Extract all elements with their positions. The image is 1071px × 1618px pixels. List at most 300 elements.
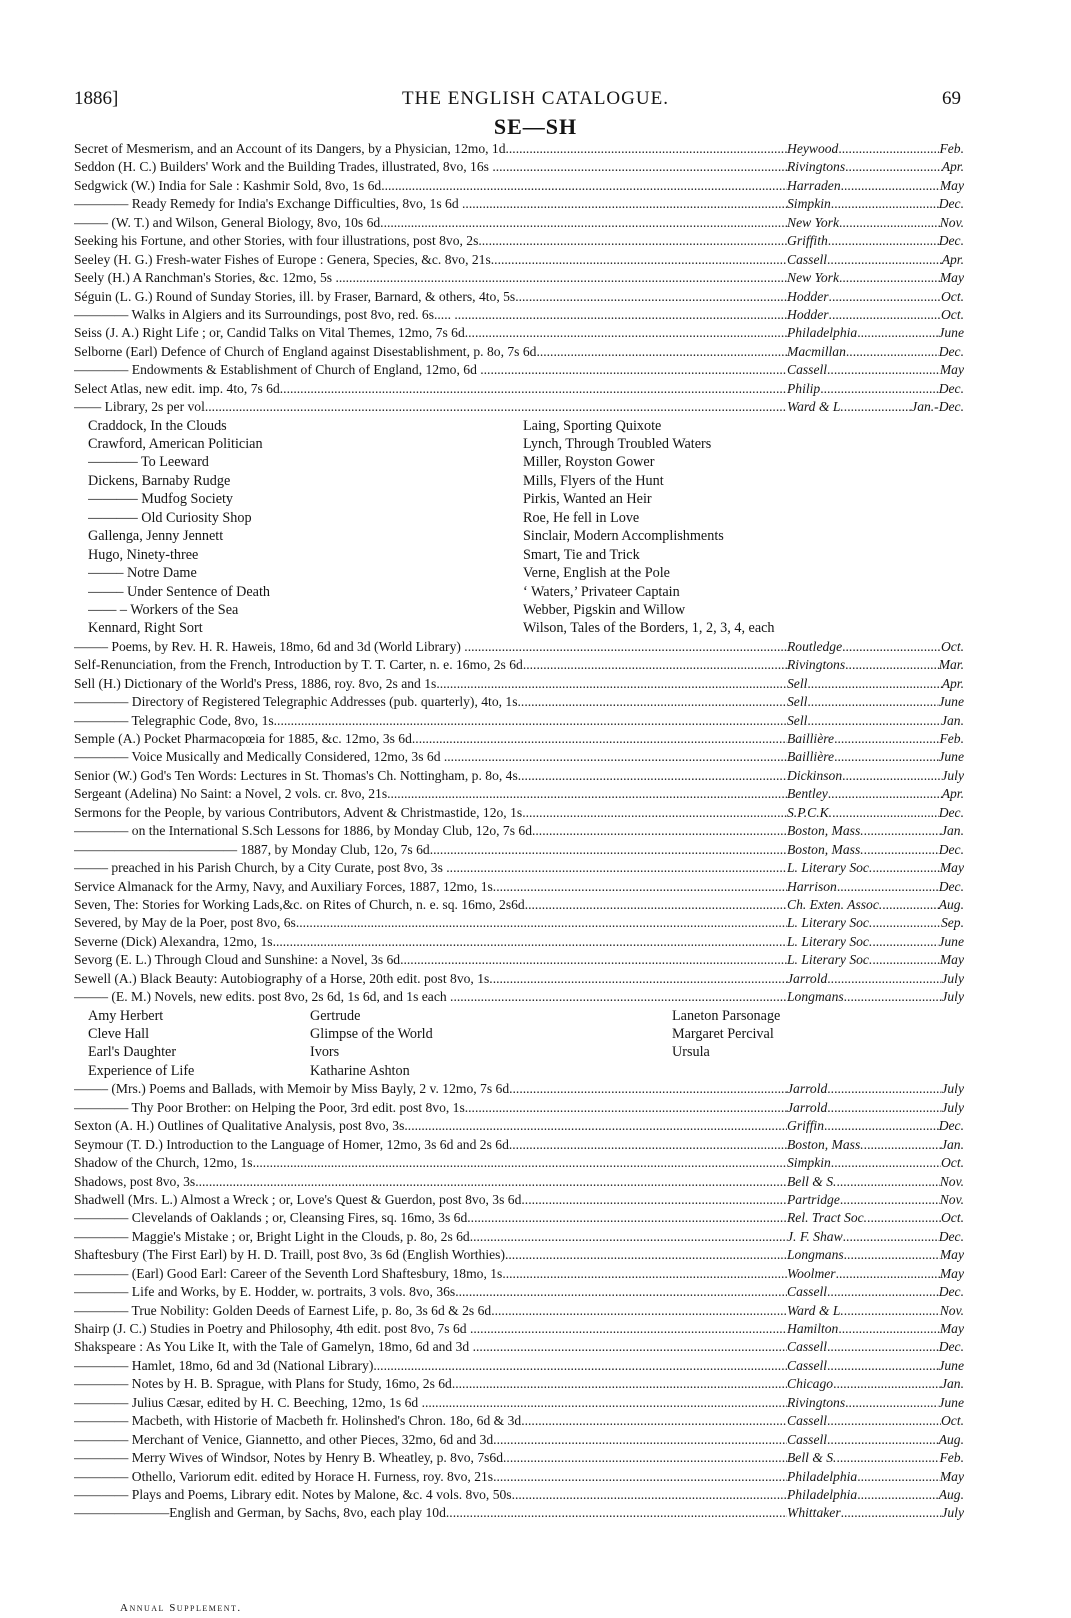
entry-title-cell <box>74 785 787 803</box>
entry-publisher: Griffith <box>787 233 828 249</box>
entry-title-cell <box>74 988 787 1006</box>
leader-dots <box>470 1228 787 1246</box>
leader-dots <box>831 1154 941 1172</box>
entry-month: July <box>941 989 964 1005</box>
entry-publisher: Routledge <box>787 638 843 654</box>
entry-month: Aug. <box>938 1431 964 1447</box>
entry-title: Secret of Mesmerism, and an Account of its Dangers, by a Physician, 12mo, 1d... <box>74 141 516 156</box>
leader-dots <box>827 1338 939 1356</box>
entry-title-cell <box>74 656 787 674</box>
series-list-row <box>74 601 964 619</box>
entry-title: Sermons for the People, by various Contributors, Advent & Christmastide, 12o, 1s <box>74 804 523 820</box>
leader-dots <box>807 693 938 711</box>
entry-publisher: Hodder <box>787 306 829 322</box>
leader-dots <box>827 1412 941 1430</box>
entry-month: Jan. <box>940 1376 964 1392</box>
leader-dots <box>512 1486 787 1504</box>
leader-dots <box>452 1375 787 1393</box>
leader-dots <box>493 1468 787 1486</box>
entry-publisher: Sell <box>787 675 808 691</box>
series-title: Laneton Parsonage <box>672 1007 781 1024</box>
entry-title-cell <box>74 1412 787 1430</box>
entry-title: ———— (Earl) Good Earl: Career of the Seventh Lord Shaftesbury, 18mo, 1s <box>74 1265 503 1281</box>
leader-dots <box>404 1117 787 1135</box>
leader-dots <box>845 1394 938 1412</box>
entry-publisher-cell <box>787 988 964 1006</box>
leader-dots <box>864 841 939 859</box>
catalogue-entry <box>74 232 964 250</box>
entry-title-cell <box>74 859 787 877</box>
series-title: Gertrude <box>310 1007 361 1024</box>
entry-title: Shadows, post 8vo, 3s <box>74 1173 196 1189</box>
entry-publisher: Macmillan <box>787 343 846 359</box>
catalogue-entry <box>74 1375 964 1393</box>
entry-month: June <box>938 933 964 949</box>
entry-publisher-cell <box>787 1302 964 1320</box>
entry-title: Shakspeare : As You Like It, with the Tale of Gamelyn, 18mo, 6d and 3d ...... <box>74 1339 494 1355</box>
entry-publisher-cell <box>787 324 964 342</box>
entry-month: May <box>939 952 964 968</box>
entry-publisher-cell <box>787 1375 964 1393</box>
entry-month: July <box>941 970 964 986</box>
entry-month: Oct. <box>940 1413 964 1429</box>
entry-month: Jan.-Dec. <box>911 399 964 415</box>
entry-month: May <box>939 1321 964 1336</box>
entry-publisher: Rivingtons <box>787 657 846 673</box>
catalogue-entry <box>74 1117 964 1135</box>
entry-title-cell <box>74 214 787 232</box>
entry-publisher-cell <box>787 1117 964 1135</box>
leader-dots <box>274 712 787 730</box>
leader-dots <box>400 951 787 969</box>
entry-title-cell <box>74 730 787 748</box>
entry-title-cell <box>74 1283 787 1301</box>
leader-dots <box>273 933 787 951</box>
leader-dots <box>525 896 787 914</box>
entry-title-cell <box>74 158 787 176</box>
leader-dots <box>503 1431 787 1449</box>
series-title: Webber, Pigskin and Willow <box>523 601 686 618</box>
entry-publisher-cell <box>787 232 964 250</box>
catalogue-entry <box>74 1412 964 1430</box>
entry-title: Sexton (A. H.) Outlines of Qualitative Analysis, post 8vo, 3s <box>74 1118 405 1134</box>
entry-title: ——– preached in his Parish Church, by a City Curate, post 8vo, 3s ............ <box>74 860 488 876</box>
series-title: ———– Old Curiosity Shop <box>88 509 252 526</box>
leader-dots <box>872 859 940 877</box>
entry-title: Seely (H.) A Ranchman's Stories, &c. 12mo, 5s ... <box>74 270 346 286</box>
series-title: ——– Under Sentence of Death <box>88 583 271 600</box>
leader-dots <box>864 822 941 840</box>
entry-month: May <box>939 177 964 193</box>
entry-publisher: Dickinson <box>787 767 843 783</box>
entry-title: ———— Life and Works, by E. Hodder, w. portraits, 3 vols. 8vo, 36s <box>74 1284 456 1300</box>
entry-publisher: Chicago <box>787 1376 834 1392</box>
entry-title: Seddon (H. C.) Builders' Work and the Building Trades, illustrated, 8vo, 16s ... <box>74 159 503 175</box>
entry-title: Seymour (T. D.) Introduction to the Language of Homer, 12mo, 3s 6d and 2s 6d... <box>74 1136 520 1152</box>
catalogue-entry <box>74 1449 964 1467</box>
entry-title: ———— Telegraphic Code, 8vo, 1s <box>74 712 274 728</box>
leader-dots <box>485 1099 787 1117</box>
leader-dots <box>462 1394 787 1412</box>
entry-title-cell <box>74 232 787 250</box>
entry-title: ———————————— 1887, by Monday Club, 12o, 7s 6d <box>74 841 430 857</box>
entry-title-cell <box>74 1265 787 1283</box>
entry-publisher-cell <box>787 841 964 859</box>
entry-title-cell <box>74 767 787 785</box>
entry-publisher-cell <box>787 951 964 969</box>
catalogue-entry <box>74 675 964 693</box>
entry-month: Oct. <box>940 638 964 654</box>
leader-dots <box>510 970 787 988</box>
leader-dots <box>195 1173 787 1191</box>
entry-title: Sedgwick (W.) India for Sale : Kashmir Sold, 8vo, 1s 6d <box>74 177 382 193</box>
entry-month: Dec. <box>938 1228 964 1244</box>
entry-title: Sergeant (Adelina) No Saint: a Novel, 2 vols. cr. 8vo, 21s <box>74 786 388 802</box>
entry-publisher: Philadelphia <box>787 1468 858 1484</box>
catalogue-entry <box>74 195 964 213</box>
entry-title-cell <box>74 1246 787 1264</box>
series-title: Craddock, In the Clouds <box>88 417 227 434</box>
entry-publisher: Boston, Mass. <box>787 823 864 839</box>
leader-dots <box>827 1080 941 1098</box>
entry-publisher: Philip <box>787 380 821 396</box>
entry-month: May <box>939 1468 964 1484</box>
leader-dots <box>845 158 942 176</box>
entry-publisher: Cassell <box>787 362 828 378</box>
entry-publisher-cell <box>787 1136 964 1154</box>
entry-month: Dec. <box>938 804 964 820</box>
entry-month: June <box>938 749 964 765</box>
entry-title-cell <box>74 1449 787 1467</box>
leader-dots <box>827 970 941 988</box>
entry-publisher: L. Literary Soc. <box>787 915 873 931</box>
entry-publisher: J. F. Shaw <box>787 1228 843 1244</box>
leader-dots <box>872 914 941 932</box>
entry-title: Shadow of the Church, 12mo, 1s <box>74 1155 253 1171</box>
entry-publisher-cell <box>787 1412 964 1430</box>
leader-dots <box>882 896 938 914</box>
series-title: Katharine Ashton <box>310 1062 410 1079</box>
entry-month: Dec. <box>938 1284 964 1300</box>
entry-month: Sep. <box>940 915 964 931</box>
entry-publisher: Jarrold <box>787 1099 828 1115</box>
entry-publisher-cell <box>787 288 964 306</box>
entry-publisher: Harraden <box>787 177 841 193</box>
entry-publisher: Sell <box>787 712 808 728</box>
series-title: Lynch, Through Troubled Waters <box>523 436 712 452</box>
catalogue-entry <box>74 712 964 730</box>
entry-publisher-cell <box>787 1099 964 1117</box>
entry-month: Nov. <box>939 1191 964 1207</box>
leader-dots <box>501 1320 787 1338</box>
catalogue-entry <box>74 914 964 932</box>
catalogue-entry <box>74 1099 964 1117</box>
leader-dots <box>824 1117 939 1135</box>
entry-publisher-cell <box>787 1338 964 1356</box>
leader-dots <box>505 1246 787 1264</box>
entry-title-cell <box>74 693 787 711</box>
entry-publisher-cell <box>787 1209 964 1227</box>
entry-month: Oct. <box>940 1210 964 1226</box>
series-title: Margaret Percival <box>672 1026 774 1042</box>
leader-dots <box>827 361 940 379</box>
entry-publisher: L. Literary Soc. <box>787 860 873 876</box>
catalogue-entry <box>74 1504 964 1522</box>
entry-title: —— Library, 2s per vol. <box>74 399 209 415</box>
entry-publisher: Cassell <box>787 1339 828 1355</box>
entry-title: Severed, by May de la Poer, post 8vo, 6s <box>74 915 296 931</box>
entry-publisher-cell <box>787 140 964 158</box>
entry-title: ——– (Mrs.) Poems and Ballads, with Memoir by Miss Bayly, 2 v. 12mo, 7s 6d <box>74 1081 510 1097</box>
leader-dots <box>807 675 941 693</box>
entry-publisher: Harrison <box>787 878 837 894</box>
entry-title-cell <box>74 1504 787 1522</box>
entry-publisher-cell <box>787 878 964 896</box>
entry-publisher: L. Literary Soc. <box>787 952 873 968</box>
leader-dots <box>834 730 939 748</box>
entry-title: Service Almanack for the Army, Navy, and Auxiliary Forces, 1887, 12mo, 1s...... <box>74 878 514 894</box>
entry-month: Dec. <box>938 343 964 359</box>
catalogue-entry <box>74 1228 964 1246</box>
entry-publisher: Ward & L. <box>787 1302 844 1318</box>
series-title: Pirkis, Wanted an Heir <box>523 491 652 508</box>
catalogue-entry <box>74 1486 964 1504</box>
leader-dots <box>842 767 941 785</box>
leader-dots <box>519 1136 787 1154</box>
entry-title: Shairp (J. C.) Studies in Poetry and Philosophy, 4th edit. post 8vo, 7s 6d ......... <box>74 1321 501 1336</box>
leader-dots <box>839 269 940 287</box>
entry-title-cell <box>74 712 787 730</box>
leader-dots <box>836 1265 940 1283</box>
catalogue-entry <box>74 1136 964 1154</box>
leader-dots <box>536 343 787 361</box>
entry-title: Shadwell (Mrs. L.) Almost a Wreck ; or, Love's Quest & Guerdon, post 8vo, 3s 6d <box>74 1191 522 1207</box>
entry-title-cell <box>74 1302 787 1320</box>
leader-dots <box>509 232 787 250</box>
series-list-row <box>74 1025 964 1043</box>
leader-dots <box>827 1099 941 1117</box>
entry-title: ———— on the International S.Sch Lessons for 1886, by Monday Club, 12o, 7s 6d <box>74 823 532 839</box>
entry-publisher: Longmans <box>787 1247 844 1263</box>
leader-dots <box>518 693 787 711</box>
entry-month: Mar. <box>938 657 964 673</box>
entry-month: Dec. <box>938 380 964 396</box>
entry-title: ———— Endowments & Establishment of Church of England, 12mo, 6d ... <box>74 362 491 378</box>
entry-publisher-cell <box>787 1283 964 1301</box>
entry-title-cell <box>74 1191 787 1209</box>
entry-publisher: Sell <box>787 694 808 710</box>
entry-publisher: Philadelphia <box>787 1486 858 1502</box>
leader-dots <box>844 1246 940 1264</box>
entry-publisher: Griffin <box>787 1118 825 1134</box>
entry-title-cell <box>74 675 787 693</box>
entry-month: Oct. <box>940 288 964 304</box>
leader-dots <box>843 1228 939 1246</box>
entry-publisher: Rivingtons <box>787 159 846 175</box>
entry-title-cell <box>74 343 787 361</box>
entry-publisher-cell <box>787 1265 964 1283</box>
series-list-row <box>74 490 964 508</box>
entry-month: Feb. <box>939 731 964 746</box>
entry-title-cell <box>74 1375 787 1393</box>
entry-title: ———— Voice Musically and Medically Considered, 12mo, 3s 6d .............. <box>74 749 492 765</box>
series-title: Verne, English at the Pole <box>523 565 670 582</box>
entry-publisher-cell <box>787 1173 964 1191</box>
entry-title: ———— Ready Remedy for India's Exchange Difficulties, 8vo, 1s 6d ...... <box>74 196 483 212</box>
entry-month: Dec. <box>938 1118 964 1134</box>
entry-publisher-cell <box>787 822 964 840</box>
leader-dots <box>380 214 787 232</box>
entry-title-cell <box>74 933 787 951</box>
catalogue-entry <box>74 288 964 306</box>
entry-publisher-cell <box>787 1486 964 1504</box>
leader-dots <box>522 804 787 822</box>
entry-title-cell <box>74 306 787 324</box>
leader-dots <box>502 1265 787 1283</box>
leader-dots <box>532 822 787 840</box>
entry-title: ———— Plays and Poems, Library edit. Notes by Malone, &c. 4 vols. 8vo, 50s <box>74 1486 512 1502</box>
entry-month: June <box>938 1357 964 1373</box>
leader-dots <box>482 195 787 213</box>
leader-dots <box>838 140 939 158</box>
catalogue-entry <box>74 988 964 1006</box>
leader-dots <box>446 1504 787 1522</box>
catalogue-entry <box>74 896 964 914</box>
leader-dots <box>490 361 787 379</box>
catalogue-entry <box>74 970 964 988</box>
entry-publisher: S.P.C.K. <box>787 804 833 820</box>
series-list-row <box>74 1043 964 1061</box>
entry-month: Dec. <box>938 841 964 857</box>
entry-publisher: Bentley <box>787 786 828 802</box>
leader-dots <box>491 1302 787 1320</box>
entry-publisher-cell <box>787 251 964 269</box>
leader-dots <box>842 638 941 656</box>
leader-dots <box>493 1338 787 1356</box>
catalogue-entry <box>74 1246 964 1264</box>
catalogue-entry <box>74 1394 964 1412</box>
entry-title-cell <box>74 1228 787 1246</box>
leader-dots <box>509 1080 787 1098</box>
entry-month: Nov. <box>939 214 964 230</box>
entry-publisher: Boston, Mass. <box>787 1136 864 1152</box>
page-number: 69 <box>942 88 961 109</box>
catalogue-entry <box>74 933 964 951</box>
entry-publisher: Jarrold <box>787 970 828 986</box>
entry-title-cell <box>74 1320 787 1338</box>
entry-publisher: Cassell <box>787 1413 828 1429</box>
leader-dots <box>495 638 787 656</box>
entry-month: May <box>939 860 964 876</box>
entry-title-cell <box>74 324 787 342</box>
catalogue-entry <box>74 656 964 674</box>
series-title: Sinclair, Modern Accomplishments <box>523 528 724 545</box>
series-title: ———– To Leeward <box>88 454 209 471</box>
leader-dots <box>836 1173 939 1191</box>
entry-publisher-cell <box>787 1431 964 1449</box>
entry-publisher: Cassell <box>787 251 828 267</box>
entry-publisher: Whittaker <box>787 1505 841 1521</box>
catalogue-entry <box>74 1191 964 1209</box>
entry-title-cell <box>74 361 787 379</box>
entry-title: Sell (H.) Dictionary of the World's Press, 1886, roy. 8vo, 2s and 1s <box>74 675 437 691</box>
entry-title-cell <box>74 140 787 158</box>
entry-publisher-cell <box>787 896 964 914</box>
entry-title-cell <box>74 1209 787 1227</box>
entry-publisher: Philadelphia <box>787 325 858 341</box>
entry-title-cell <box>74 878 787 896</box>
entry-publisher-cell <box>787 1468 964 1486</box>
catalogue-entry <box>74 343 964 361</box>
entry-title: Shaftesbury (The First Earl) by H. D. Traill, post 8vo, 3s 6d (English Worthies) <box>74 1247 505 1263</box>
entry-publisher-cell <box>787 1228 964 1246</box>
leader-dots <box>373 1357 787 1375</box>
entry-title-cell <box>74 896 787 914</box>
series-title: Gallenga, Jenny Jennett <box>88 528 224 545</box>
entry-title: Seven, The: Stories for Working Lads,&c. on Rites of Church, n. e. sq. 16mo, 2s6d <box>74 896 525 912</box>
entry-title: Self-Renunciation, from the French, Introduction by T. T. Carter, n. e. 16mo, 2s 6d <box>74 657 523 673</box>
catalogue-entry <box>74 306 964 324</box>
entry-month: Dec. <box>938 233 964 249</box>
running-head-title: THE ENGLISH CATALOGUE. <box>402 88 669 109</box>
entry-publisher: Ward & L. <box>787 399 844 415</box>
leader-dots <box>518 767 787 785</box>
entry-title-cell <box>74 1136 787 1154</box>
series-title: Amy Herbert <box>88 1007 164 1024</box>
leader-dots <box>840 1191 940 1209</box>
entry-publisher: Boston, Mass. <box>787 841 864 857</box>
leader-dots <box>829 306 941 324</box>
catalogue-entry <box>74 767 964 785</box>
leader-dots <box>864 1136 941 1154</box>
leader-dots <box>516 140 787 158</box>
catalogue-entry <box>74 1468 964 1486</box>
entry-publisher-cell <box>787 361 964 379</box>
entry-publisher: Woolmer <box>787 1265 836 1281</box>
entry-month: June <box>938 1394 964 1410</box>
entry-publisher-cell <box>787 380 964 398</box>
leader-dots <box>846 343 939 361</box>
entry-title-cell <box>74 380 787 398</box>
entry-publisher-cell <box>787 730 964 748</box>
leader-dots <box>491 748 787 766</box>
entry-title-cell <box>74 1357 787 1375</box>
entry-publisher: Ch. Exten. Assoc. <box>787 896 883 912</box>
entry-month: Feb. <box>939 1450 964 1466</box>
series-title: Mills, Flyers of the Hunt <box>523 472 664 489</box>
entry-month: July <box>941 1081 964 1097</box>
leader-dots <box>820 380 938 398</box>
entry-title: ———— Othello, Variorum edit. edited by Horace H. Furness, roy. 8vo, 21s <box>74 1468 494 1484</box>
leader-dots <box>280 380 787 398</box>
leader-dots <box>492 324 787 342</box>
entry-publisher-cell <box>787 693 964 711</box>
catalogue-entry <box>74 158 964 176</box>
entry-publisher: Simpkin <box>787 1155 831 1171</box>
entry-title-cell <box>74 1394 787 1412</box>
series-title: Laing, Sporting Quixote <box>523 417 662 434</box>
series-title: Miller, Royston Gower <box>523 454 655 471</box>
section-heading: SE—SH <box>493 114 578 139</box>
series-list-row <box>74 453 964 471</box>
leader-dots <box>832 804 939 822</box>
entry-publisher-cell <box>787 970 964 988</box>
entry-publisher: New York <box>787 214 839 230</box>
entry-publisher-cell <box>787 306 964 324</box>
entry-title: Selborne (Earl) Defence of Church of England against Disestablishment, p. 8o, 7s 6d <box>74 343 537 359</box>
entry-month: Oct. <box>940 306 964 322</box>
leader-dots <box>467 1209 787 1227</box>
